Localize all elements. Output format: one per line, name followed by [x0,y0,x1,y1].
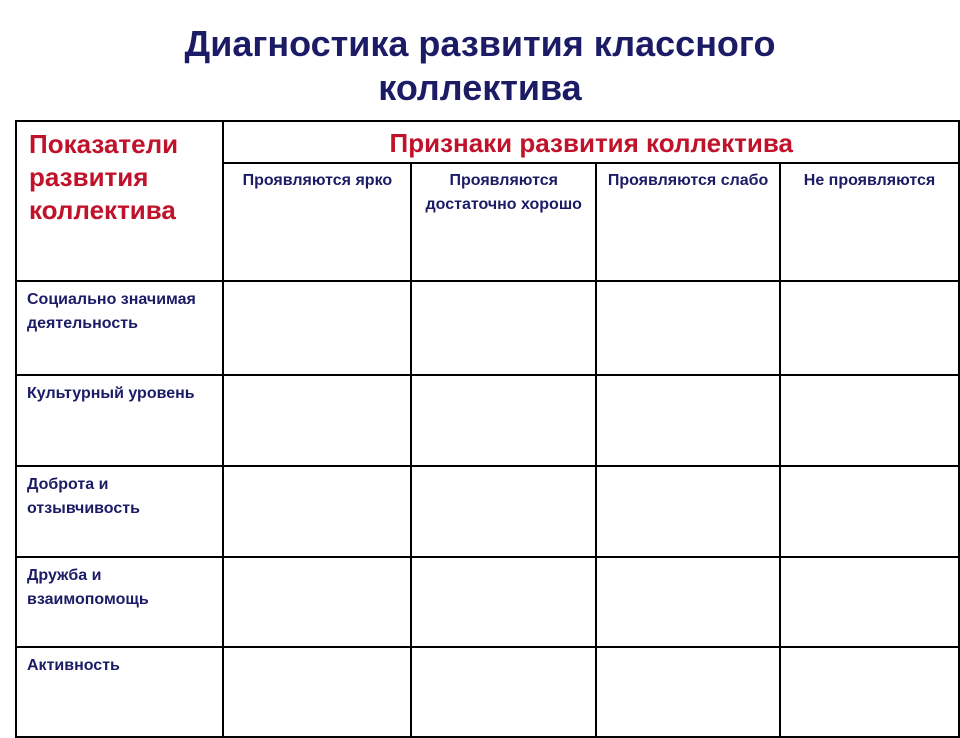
table-cell [223,281,411,375]
sub-header-none: Не проявляются [803,172,936,189]
table-cell [223,557,411,647]
table-row [16,466,959,557]
sub-header-weak: Проявляются слабо [607,172,769,189]
table-cell [780,375,959,466]
table-cell [596,647,780,737]
row-label-cell [16,375,223,466]
row-label-cell [16,557,223,647]
table-cell [411,375,596,466]
sub-header-cell [411,163,596,281]
indicators-header-cell [16,121,223,281]
table-cell [780,466,959,557]
row-label: Социально значимая деятельность [27,291,196,332]
sub-header-good: Проявляются достаточно хорошо [425,172,582,213]
row-label-cell [16,647,223,737]
table-cell [780,557,959,647]
sub-header-bright: Проявляются ярко [242,172,393,189]
table-cell [596,281,780,375]
table-cell [596,466,780,557]
table-cell [411,466,596,557]
diagnostics-table [15,120,960,738]
slide-title-line-2: коллектива [378,67,582,108]
table-row [16,375,959,466]
row-label: Культурный уровень [27,385,195,402]
table-cell [223,647,411,737]
row-label-cell [16,466,223,557]
sub-header-cell [223,163,411,281]
row-label: Активность [27,657,120,674]
sub-header-cell [780,163,959,281]
table-cell [411,281,596,375]
table-cell [411,647,596,737]
slide-title-line-1: Диагностика развития классного [184,23,776,64]
indicators-header: Показатели развития коллектива [29,129,179,225]
table-row [16,647,959,737]
table-cell [780,647,959,737]
sub-header-cell [596,163,780,281]
row-label: Дружба и взаимопомощь [27,567,149,608]
header-row [16,121,959,163]
table-row [16,281,959,375]
table-cell [596,557,780,647]
row-label-cell [16,281,223,375]
table-cell [223,466,411,557]
signs-header-cell [223,121,959,163]
table-row [16,557,959,647]
table-cell [596,375,780,466]
slide-title [0,22,960,110]
table-cell [223,375,411,466]
table-cell [411,557,596,647]
signs-header: Признаки развития коллектива [389,128,793,158]
row-label: Доброта и отзывчивость [27,476,140,517]
table-cell [780,281,959,375]
